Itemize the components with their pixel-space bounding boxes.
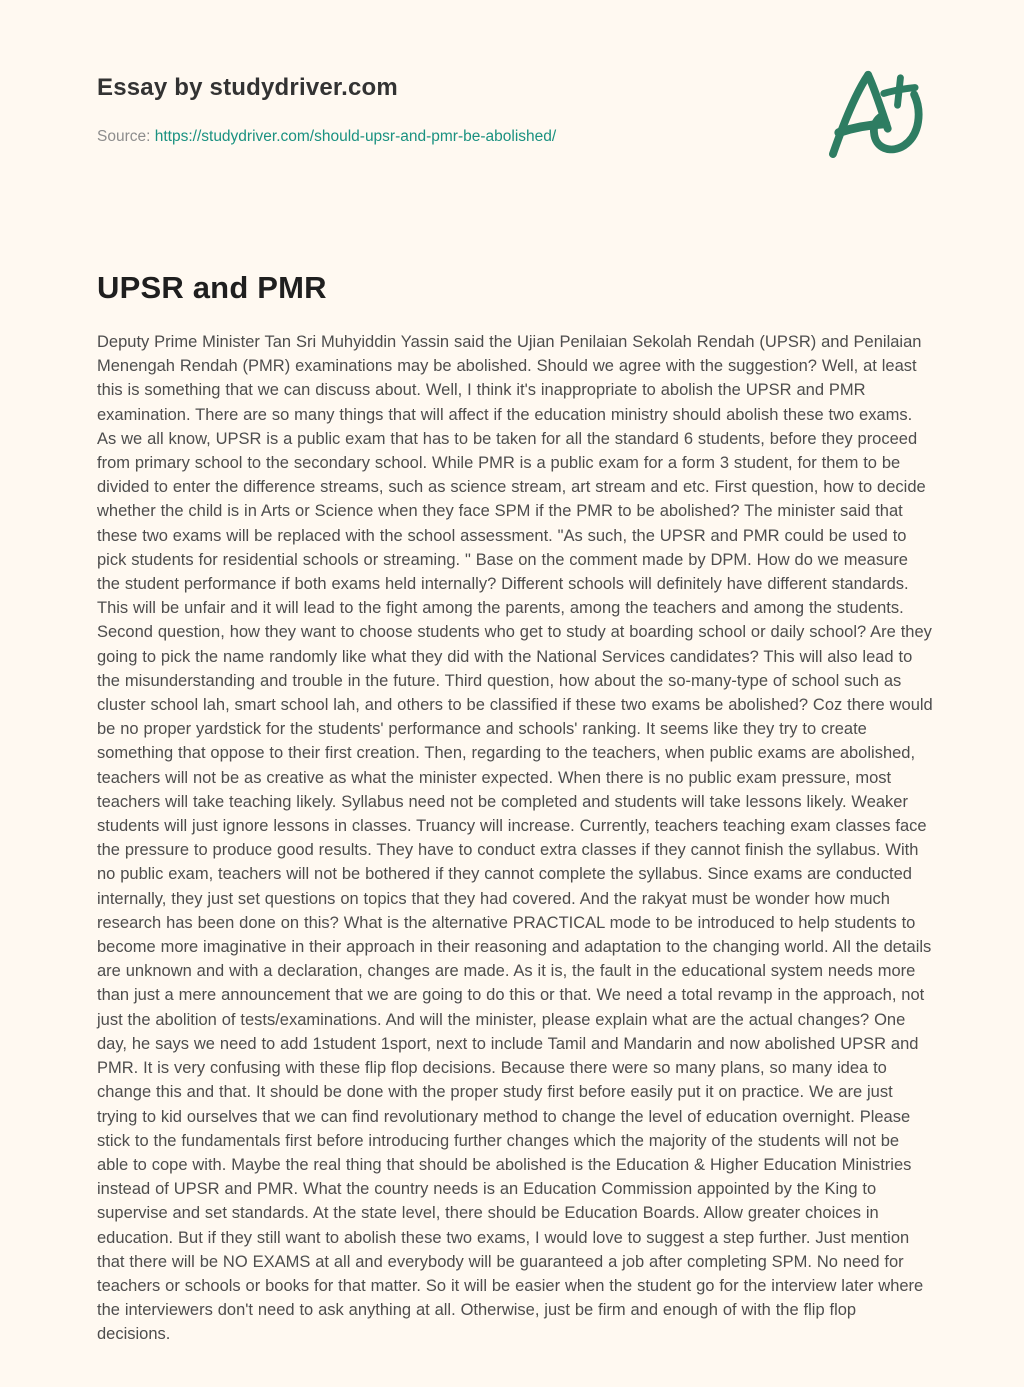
source-line <box>97 128 556 146</box>
a-plus-logo-icon <box>826 68 924 158</box>
page-header <box>97 72 930 158</box>
header-text-block <box>97 72 556 146</box>
article-body: Deputy Prime Minister Tan Sri Muhyiddin Yassin said the Ujian Penilaian Sekolah Rendah (UPSR) and Penilaian Menengah Rendah (PMR) examinations may be abolished. Should we agree with the suggestion? Well, at least this is something that we can discuss about. Well, I think it's inappropriate to abolish the UPSR and PMR examination. There are so many things that will affect if the education ministry should abolish these two exams. As we all know, UPSR is a public exam that has to be taken for all the standard 6 students, before they proceed from primary school to the secondary school. While PMR is a public exam for a form 3 student, for them to be divided to enter the difference streams, such as science stream, art stream and etc. First question, how to decide whether the child is in Arts or Science when they face SPM if the PMR to be abolished? The minister said that these two exams will be replaced with the school assessment. "As such, the UPSR and PMR could be used to pick students for residential schools or streaming. " Base on the comment made by DPM. How do we measure the student performance if both exams held internally? Different schools will definitely have different standards. This will be unfair and it will lead to the fight among the parents, among the teachers and among the students. Second question, how they want to choose students who get to study at boarding school or daily school? Are they going to pick the name randomly like what they did with the National Services candidates? This will also lead to the misunderstanding and trouble in the future. Third question, how about the so-many-type of school such as cluster school lah, smart school lah, and others to be classified if these two exams be abolished? Coz there would be no proper yardstick for the students' performance and schools' ranking. It seems like they try to create something that oppose to their first creation. Then, regarding to the teachers, when public exams are abolished, teachers will not be as creative as what the minister expected. When there is no public exam pressure, most teachers will take teaching likely. Syllabus need not be completed and students will take lessons likely. Weaker students will just ignore lessons in classes. Truancy will increase. Currently, teachers teaching exam classes face the pressure to produce good results. They have to conduct extra classes if they cannot finish the syllabus. With no public exam, teachers will not be bothered if they cannot complete the syllabus. Since exams are conducted internally, they just set questions on topics that they had covered. And the rakyat must be wonder how much research has been done on this? What is the alternative PRACTICAL mode to be introduced to help students to become more imaginative in their approach in their reasoning and adaptation to the changing world. All the details are unknown and with a declaration, changes are made. As it is, the fault in the educational system needs more than just a mere announcement that we are going to do this or that. We need a total revamp in the approach, not just the abolition of tests/examinations. And will the minister, please explain what are the actual changes? One day, he says we need to add 1student 1sport, next to include Tamil and Mandarin and now abolished UPSR and PMR. It is very confusing with these flip flop decisions. Because there were so many plans, so many idea to change this and that. It should be done with the proper study first before easily put it on practice. We are just trying to kid ourselves that we can find revolutionary method to change the level of education overnight. Please stick to the fundamentals first before introducing further changes which the majority of the students will not be able to cope with. Maybe the real thing that should be abolished is the Education & Higher Education Ministries instead of UPSR and PMR. What the country needs is an Education Commission appointed by the King to supervise and set standards. At the state level, there should be Education Boards. Allow greater choices in education. But if they still want to abolish these two exams, I would love to suggest a step further. Just mention that there will be NO EXAMS at all and everybody will be guaranteed a job after completing SPM. No need for teachers or schools or books for that matter. So it will be easier when the student go for the interview later where the interviewers don't need to ask anything at all. Otherwise, just be firm and enough of with the flip flop decisions. <box>97 333 933 1344</box>
article-title: UPSR and PMR <box>97 270 327 305</box>
essay-byline: Essay by studydriver.com <box>97 74 398 101</box>
source-link[interactable]: https://studydriver.com/should-upsr-and-pmr-be-abolished/ <box>154 128 557 145</box>
article <box>97 270 933 1347</box>
source-label: Source: <box>97 128 151 145</box>
studydriver-logo <box>826 68 924 158</box>
